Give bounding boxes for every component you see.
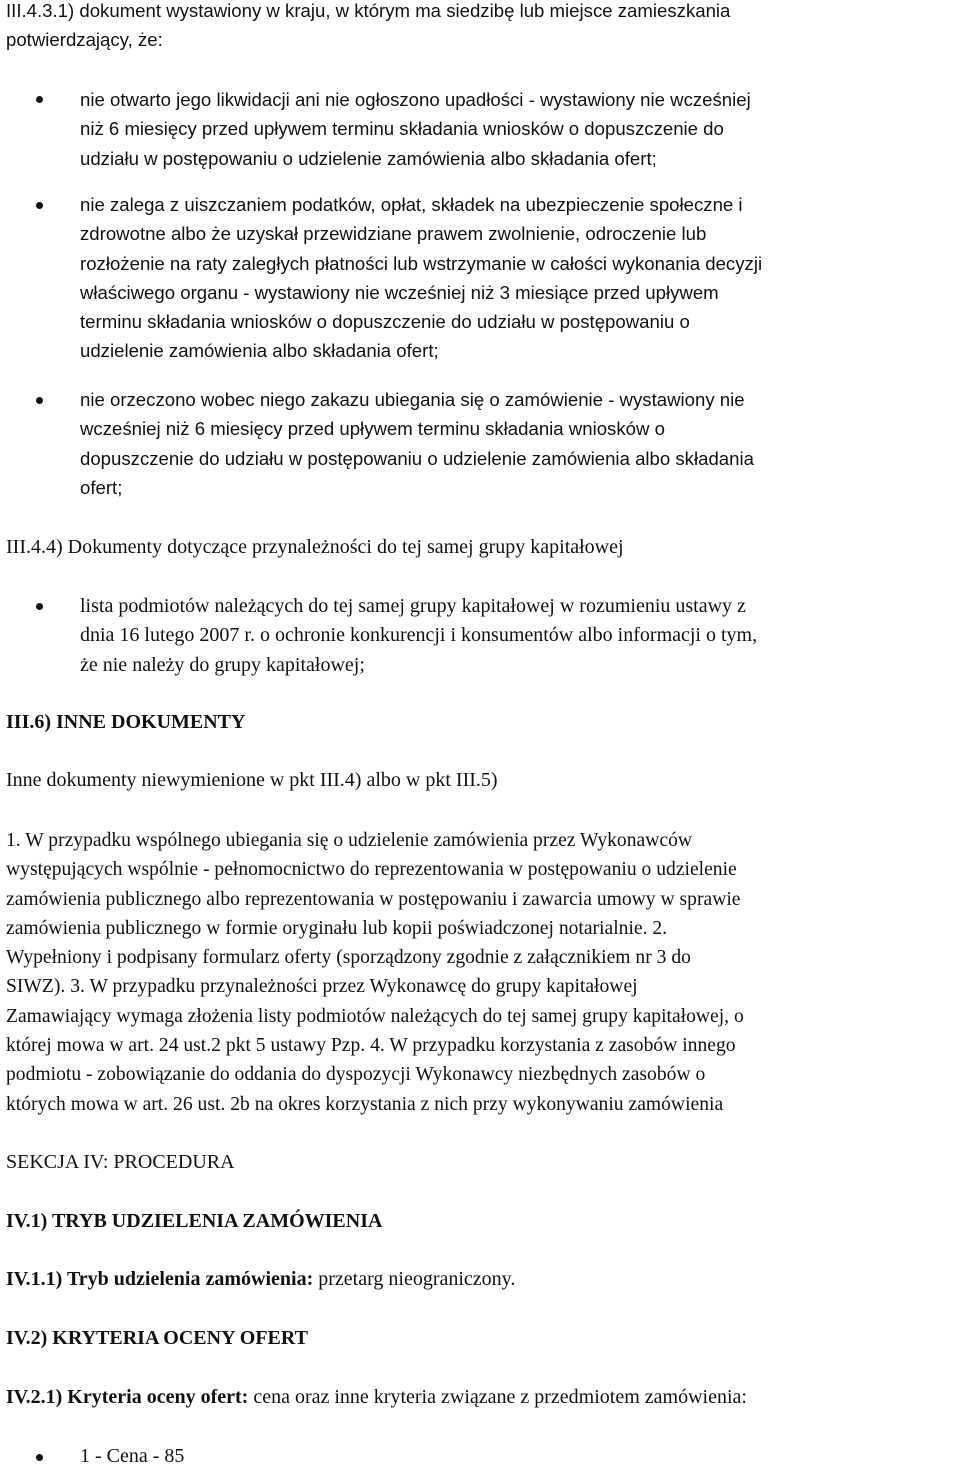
field-label: IV.2.1) Kryteria oceny ofert:: [6, 1386, 249, 1408]
bullet-item-ban: [80, 385, 958, 502]
text-line: IV.1) TRYB UDZIELENIA ZAMÓWIENIA: [6, 1210, 383, 1232]
text-line: której mowa w art. 24 ust.2 pkt 5 ustawy Pzp. 4. W przypadku korzystania z zasobów innego: [6, 1035, 736, 1057]
iv-1-1-procedure-type: [6, 1265, 958, 1294]
bullet-dot-icon: [36, 397, 43, 404]
text-line: nie otwarto jego likwidacji ani nie ogłoszono upadłości - wystawiony nie wcześniej: [80, 89, 751, 110]
text-line: Wypełniony i podpisany formularz oferty (sporządzony zgodnie z załącznikiem nr 3 do: [6, 947, 691, 969]
text-line: SIWZ). 3. W przypadku przynależności przez Wykonawcę do grupy kapitałowej: [6, 976, 638, 998]
text-line: zdrowotne albo że uzyskał przewidziane prawem zwolnienie, odroczenie lub: [80, 223, 707, 245]
text-line: III.4.3.1) dokument wystawiony w kraju, w którym ma siedzibę lub miejsce zamieszkania: [6, 0, 731, 21]
text-line: Inne dokumenty niewymienione w pkt III.4) albo w pkt III.5): [6, 769, 498, 791]
section-title-iv: [6, 1148, 958, 1177]
text-line: że nie należy do grupy kapitałowej;: [80, 653, 365, 676]
bullet-dot-icon: [36, 96, 43, 103]
section-heading-iii-4-3-1: [6, 0, 958, 55]
text-line: dopuszczenie do udziału w postępowaniu o udzielenie zamówienia albo składania: [80, 447, 754, 469]
text-line: niż 6 miesięcy przed upływem terminu składania wniosków o dopuszczenie do: [80, 118, 724, 140]
text-line: właściwego organu - wystawiony nie wcześniej niż 3 miesiące przed upływem: [80, 281, 719, 303]
section-subheading-other-documents: [6, 766, 958, 795]
bullet-dot-icon: [36, 603, 43, 610]
bullet-item-capital-group: [80, 592, 958, 680]
text-line: wcześniej niż 6 miesięcy przed upływem terminu składania wniosków o: [80, 418, 665, 440]
section-heading-iii-4-4: [6, 533, 958, 562]
text-line: SEKCJA IV: PROCEDURA: [6, 1151, 235, 1173]
text-line: IV.2) KRYTERIA OCENY OFERT: [6, 1327, 308, 1349]
text-line: potwierdzający, że:: [6, 29, 163, 51]
field-label: IV.1.1) Tryb udzielenia zamówienia:: [6, 1268, 314, 1290]
bullet-item-taxes: [80, 190, 958, 366]
text-line: Zamawiający wymaga złożenia listy podmiotów należących do tej samej grupy kapitałowej, o: [6, 1005, 744, 1027]
text-line: dnia 16 lutego 2007 r. o ochronie konkurencji i konsumentów albo informacji o tym,: [80, 624, 758, 647]
text-line: III.4.4) Dokumenty dotyczące przynależności do tej samej grupy kapitałowej: [6, 536, 624, 558]
text-line: występujących wspólnie - pełnomocnictwo do reprezentowania w postępowaniu o udzielenie: [6, 859, 737, 881]
section-heading-iii-6: [6, 708, 958, 737]
text-line: zamówienia publicznego w formie oryginału lub kopii poświadczonej notarialnie. 2.: [6, 917, 668, 939]
text-line: rozłożenie na raty zaległych płatności lub wstrzymanie w całości wykonania decyzji: [80, 252, 763, 274]
text-line: terminu składania wniosków o dopuszczenie do udziału w postępowaniu o: [80, 311, 690, 333]
text-line: podmiotu - zobowiązanie do oddania do dyspozycji Wykonawcy niezbędnych zasobów o: [6, 1064, 706, 1086]
text-line: zamówienia publicznego albo reprezentowania w postępowaniu i zawarcia umowy w sprawie: [6, 888, 741, 910]
text-line: 1 - Cena - 85: [80, 1445, 185, 1467]
iv-2-1-evaluation-criteria: [6, 1383, 958, 1412]
text-line: 1. W przypadku wspólnego ubiegania się o udzielenie zamówienia przez Wykonawców: [6, 830, 693, 851]
other-documents-body: [6, 826, 958, 1119]
bullet-dot-icon: [36, 202, 43, 209]
field-value: przetarg nieograniczony.: [313, 1268, 516, 1290]
bullet-item-liquidation: [80, 85, 958, 173]
text-line: nie zalega z uiszczaniem podatków, opłat, składek na ubezpieczenie społeczne i: [80, 194, 743, 215]
heading-iv-1: [6, 1207, 958, 1236]
text-line: udzielenie zamówienia albo składania ofert;: [80, 340, 439, 362]
text-line: których mowa w art. 26 ust. 2b na okres korzystania z nich przy wykonywaniu zamówienia: [6, 1093, 724, 1115]
heading-iv-2: [6, 1324, 958, 1353]
text-line: III.6) INNE DOKUMENTY: [6, 711, 246, 733]
text-line: ofert;: [80, 476, 123, 498]
text-line: lista podmiotów należących do tej samej grupy kapitałowej w rozumieniu ustawy z: [80, 595, 746, 617]
text-line: udziału w postępowaniu o udzielenie zamówienia albo składania ofert;: [80, 147, 657, 169]
bullet-dot-icon: [36, 1454, 43, 1461]
text-line: nie orzeczono wobec niego zakazu ubiegania się o zamówienie - wystawiony nie: [80, 389, 745, 410]
field-value: cena oraz inne kryteria związane z przedmiotem zamówienia:: [248, 1386, 747, 1408]
criterion-item-price: [80, 1442, 958, 1471]
